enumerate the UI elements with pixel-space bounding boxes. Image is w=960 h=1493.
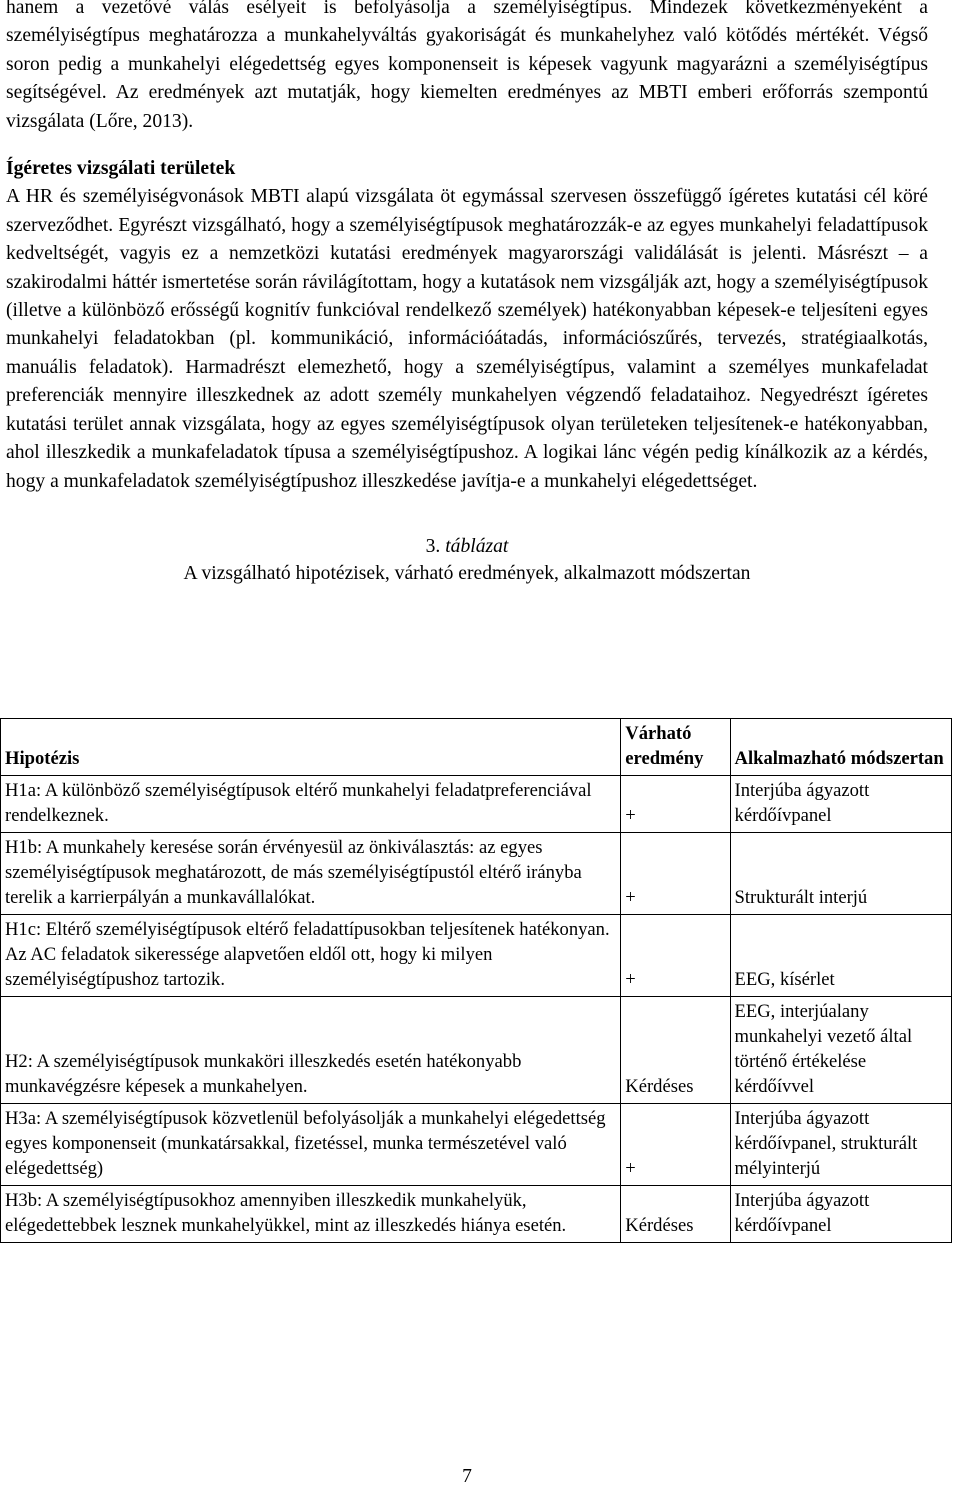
cell-expected-result: + xyxy=(621,833,730,915)
cell-expected-result: Kérdéses xyxy=(621,1186,730,1243)
cell-hypothesis: H2: A személyiségtípusok munkaköri illeszkedés esetén hatékonyabb munkavégzésre képesek a munkahelyen. xyxy=(1,997,621,1104)
cell-expected-result: + xyxy=(621,915,730,997)
cell-method: Interjúba ágyazott kérdőívpanel xyxy=(730,1186,951,1243)
table-row xyxy=(1,1104,952,1186)
table-row xyxy=(1,833,952,915)
table-row xyxy=(1,915,952,997)
table-caption xyxy=(6,533,928,587)
page-number: 7 xyxy=(462,1466,472,1487)
header-method: Alkalmazható módszertan xyxy=(730,719,951,776)
header-expected-result: Várható eredmény xyxy=(621,719,730,776)
table-label: táblázat xyxy=(445,535,509,557)
cell-method: Interjúba ágyazott kérdőívpanel xyxy=(730,776,951,833)
table-caption-label xyxy=(6,533,928,560)
cell-expected-result: + xyxy=(621,1104,730,1186)
table-row xyxy=(1,997,952,1104)
table-header-row xyxy=(1,719,952,776)
cell-method: EEG, interjúalany munkahelyi vezető által történő értékelése kérdőívvel xyxy=(730,997,951,1104)
intro-paragraph: hanem a vezetővé válás esélyeit is befolyásolja a személyiségtípus. Mindezek következményeként a személyiségtípus meghatározza a munkahelyváltás gyakoriságát és munkahelyhez való kötődés mértékét. Végső soron pedig a munkahelyi elégedettség egyes komponenseit is képesek vagyunk magyarázni a személyiségtípus segítségével. Az eredmények azt mutatják, hogy kiemelten eredményes az MBTI emberi erőforrás szempontú vizsgálata (Lőre, 2013). xyxy=(6,0,928,132)
cell-expected-result: + xyxy=(621,776,730,833)
table-title: A vizsgálható hipotézisek, várható eredmények, alkalmazott módszertan xyxy=(183,562,751,584)
table-row xyxy=(1,1186,952,1243)
cell-method: Interjúba ágyazott kérdőívpanel, strukturált mélyinterjú xyxy=(730,1104,951,1186)
cell-method: EEG, kísérlet xyxy=(730,915,951,997)
document-page xyxy=(6,0,928,587)
cell-method: Strukturált interjú xyxy=(730,833,951,915)
cell-hypothesis: H1a: A különböző személyiségtípusok eltérő munkahelyi feladatpreferenciával rendelkeznek. xyxy=(1,776,621,833)
table-number: 3. xyxy=(425,535,441,557)
section-body-paragraph: A HR és személyiségvonások MBTI alapú vizsgálata öt egymással szervesen összefüggő ígéretes kutatási cél köré szerveződhet. Egyrészt vizsgálható, hogy a személyiségtípusok meghatározzák-e az egyes munkahelyi feladattípusok kedveltségét, vagyis ez a nemzetközi kutatási eredmények magyarországi validálását is jelenti. Másrészt – a szakirodalmi háttér ismertetése során rávilágítottam, hogy a kutatások nem vizsgálják azt, hogy a személyiségtípusok (illetve a különböző erősségű kognitív funkcióval rendelkező személyek) hatékonyabban képesek-e teljesíteni egyes munkahelyi feladatokban (pl. kommunikáció, információátadás, információszűrés, tervezés, stratégiaalkotás, manuális feladatok). Harmadrészt elemezhető, hogy a személyiségtípus, valamint a személyes munkafeladat preferenciák mennyire illeszkednek az adott személy munkahelyen végzendő feladataihoz. Negyedrészt ígéretes kutatási terület annak vizsgálata, hogy az egyes személyiségtípusok olyan területeken teljesítenek-e hatékonyabban, ahol illeszkedik a munkafeladatok típusa a személyiségtípushoz. A logikai lánc végén pedig kínálkozik az a kérdés, hogy a munkafeladatok személyiségtípushoz illeszkedése javítja-e a munkahelyi elégedettséget. xyxy=(6,186,928,492)
hypothesis-table xyxy=(0,718,952,1243)
cell-hypothesis: H3a: A személyiségtípusok közvetlenül befolyásolják a munkahelyi elégedettség egyes komponenseit (munkatársakkal, fizetéssel, munka természetével való elégedettség) xyxy=(1,1104,621,1186)
cell-expected-result: Kérdéses xyxy=(621,997,730,1104)
table-row xyxy=(1,776,952,833)
section-heading: Ígéretes vizsgálati területek xyxy=(6,158,236,180)
cell-hypothesis: H3b: A személyiségtípusokhoz amennyiben illeszkedik munkahelyük, elégedettebbek lesznek munkahelyükkel, mint az illeszkedés hiánya esetén. xyxy=(1,1186,621,1243)
cell-hypothesis: H1c: Eltérő személyiségtípusok eltérő feladattípusokban teljesítenek hatékonyan. Az AC feladatok sikeressége alapvetően eldől ott, hogy ki milyen személyiségtípushoz tartozik. xyxy=(1,915,621,997)
cell-hypothesis: H1b: A munkahely keresése során érvényesül az önkiválasztás: az egyes személyiségtípusok meghatározott, de más személyiségtípustól eltérő irányba terelik a karrierpályán a munkavállalókat. xyxy=(1,833,621,915)
header-hypothesis: Hipotézis xyxy=(1,719,621,776)
